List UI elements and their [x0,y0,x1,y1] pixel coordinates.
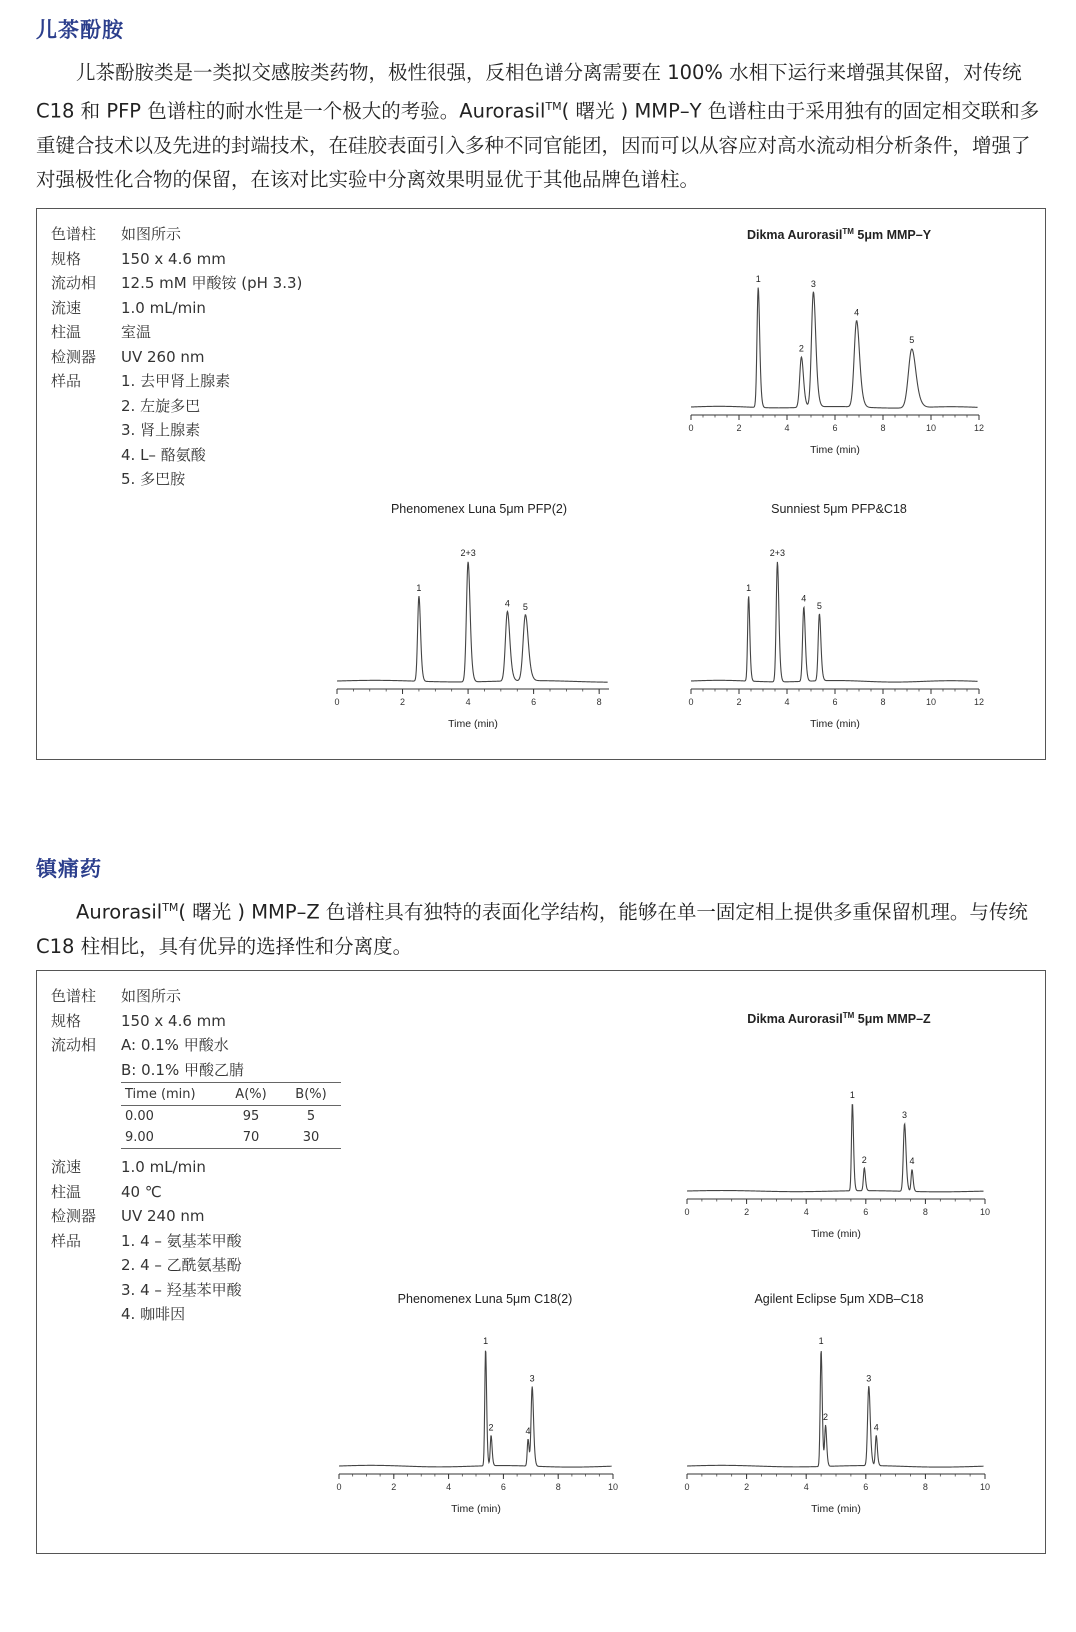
gradient-cell: 0.00 [125,1109,154,1124]
peak-label: 3 [866,1373,872,1384]
tick-label: 6 [531,697,537,707]
gradient-header: A(%) [221,1083,281,1106]
condition-label: 规格 [51,1011,82,1030]
condition-label: 色谱柱 [51,225,97,243]
peak-label: 1 [483,1336,489,1346]
condition-row [51,320,302,345]
section-paragraph-catecholamine [36,56,1046,197]
chart-title: Dikma Aurorasil™ 5μm MMP–Z [747,1011,931,1026]
chart-title: Dikma Aurorasil™ 5μm MMP–Y [746,227,932,242]
tick-label: 0 [688,423,694,433]
tick-label: 2 [400,697,406,707]
figure-box-analgesic [36,970,1046,1554]
condition-value: 2. 4 – 乙酰氨基酚 [121,1256,242,1274]
chromatogram-mmp-y [681,227,997,461]
tick-label: 6 [500,1482,506,1492]
chart-title: Phenomenex Luna 5μm PFP(2) [390,502,568,516]
chromatogram-sunniest [681,501,997,735]
peak-label: 3 [529,1373,535,1384]
tick-label: 4 [465,697,471,707]
condition-label: 样品 [51,1231,82,1250]
peak-label: 4 [873,1422,879,1433]
section-title-catecholamine: 儿茶酚胺 [36,18,124,42]
x-axis-label: Time (min) [451,1503,501,1515]
gradient-cell: 95 [242,1109,260,1124]
condition-row [51,247,302,272]
tick-label: 0 [684,1207,690,1217]
condition-value: 4. 咖啡因 [121,1305,186,1323]
peak-label: 2+3 [769,548,786,558]
tick-label: 12 [973,423,985,433]
gradient-header: B(%) [281,1083,341,1106]
condition-row [51,467,302,492]
tick-label: 10 [607,1482,619,1492]
chromatogram-trace [687,1351,984,1467]
tick-label: 8 [596,697,602,707]
paragraph-text: ( 曙光 ) MMP–Y 色谱柱由于采用独有的固定相交联和多重键合技术以及先进的封端技术，在硅胶表面引入多种不同官能团，因而可以从容应对高水流动相分析条件，增强了对强极性化合物的保留，在该对比实验中分离效果明显优于其他品牌色谱柱。 [36,99,1040,191]
tick-label: 8 [922,1207,928,1217]
condition-value: 150 x 4.6 mm [121,1011,226,1030]
tick-label: 8 [880,697,886,707]
condition-row [51,222,302,247]
condition-label: 检测器 [51,347,97,366]
condition-row [51,1058,341,1083]
tick-label: 4 [784,423,790,433]
peak-label: 2 [488,1422,494,1433]
condition-row [51,984,341,1009]
condition-row [51,443,302,468]
condition-value: 1. 去甲肾上腺素 [121,372,231,390]
tick-label: 6 [832,423,838,433]
peak-label: 1 [818,1336,824,1346]
peak-label: 2 [861,1155,867,1166]
gradient-cell: 5 [306,1109,316,1124]
condition-row [51,394,302,419]
tick-label: 2 [736,697,742,707]
paragraph-text: 儿茶酚胺类是一类拟交感胺类药物，极性很强，反相色谱分离需要在 100% 水相下运行来增强其保留，对传统 C18 和 PFP 色谱柱的耐水性是一个极大的考验。Aurorasil [36,61,1022,123]
gradient-table [121,1082,341,1149]
chromatogram-luna-c18 [333,1291,637,1525]
tick-label: 6 [832,697,838,707]
peak-label: 5 [909,335,915,346]
condition-value: 5. 多巴胺 [121,470,186,488]
chromatogram-trace [337,562,608,682]
condition-label: 流动相 [51,1036,97,1054]
tick-label: 0 [684,1482,690,1492]
tick-label: 4 [803,1482,809,1492]
chromatogram-agilent [681,1291,997,1525]
peak-label: 1 [416,582,422,593]
peak-label: 5 [522,602,528,612]
peak-label: 4 [801,593,807,604]
condition-label: 检测器 [51,1207,97,1225]
chromatogram-trace [691,562,978,682]
tick-label: 10 [979,1207,991,1217]
condition-row [51,1204,341,1229]
chromatogram-trace [691,288,978,408]
chromatogram-mmp-z [681,1011,997,1245]
condition-value: 150 x 4.6 mm [121,249,226,268]
tick-label: 4 [803,1207,809,1217]
condition-value: 1.0 mL/min [121,298,206,317]
tick-label: 2 [744,1207,750,1217]
condition-value: 如图所示 [121,987,182,1005]
chart-title: Sunniest 5μm PFP&C18 [771,502,907,516]
condition-value: 40 ℃ [121,1182,162,1201]
condition-row [51,1180,341,1205]
x-axis-label: Time (min) [448,718,498,730]
condition-value: UV 260 nm [121,347,205,366]
condition-label: 柱温 [51,1182,82,1201]
peak-label: 2+3 [460,548,476,558]
condition-value: 2. 左旋多巴 [121,396,201,415]
condition-value: 3. 4 – 羟基苯甲酸 [121,1280,242,1299]
condition-label: 规格 [51,249,82,268]
tick-label: 2 [391,1482,397,1492]
condition-label: 样品 [51,372,82,390]
condition-row [51,345,302,370]
tick-label: 2 [744,1482,750,1492]
condition-row [51,1229,341,1254]
chart-title: Phenomenex Luna 5μm C18(2) [397,1292,573,1306]
condition-row [51,1253,341,1278]
condition-label: 流速 [51,1158,82,1176]
tick-label: 6 [863,1207,869,1217]
figure-box-catecholamine [36,208,1046,760]
tick-label: 0 [688,697,694,707]
trademark-sup: TM [545,100,562,113]
peak-label: 2 [798,343,804,354]
condition-label: 流动相 [51,274,97,292]
condition-label: 柱温 [51,323,82,341]
peak-label: 3 [810,278,816,289]
condition-label: 流速 [51,298,82,317]
x-axis-label: Time (min) [811,1503,861,1515]
condition-value: A: 0.1% 甲酸水 [121,1036,229,1054]
tick-label: 8 [555,1482,561,1492]
tick-label: 2 [736,423,742,433]
condition-value: 1.0 mL/min [121,1158,206,1176]
peak-label: 4 [504,598,510,609]
peak-label: 1 [746,582,752,593]
condition-row [51,1009,341,1034]
tick-label: 10 [925,697,937,707]
tick-label: 10 [925,423,937,433]
x-axis-label: Time (min) [810,444,860,456]
tick-label: 6 [863,1482,869,1492]
gradient-header: Time (min) [121,1083,221,1106]
tick-label: 12 [973,697,985,707]
chromatogram-luna-pfp [327,501,631,735]
x-axis-label: Time (min) [810,718,860,730]
peak-label: 3 [902,1110,908,1121]
tick-label: 4 [784,697,790,707]
tick-label: 8 [922,1482,928,1492]
condition-value: 1. 4 – 氨基苯甲酸 [121,1231,242,1250]
tick-label: 4 [446,1482,452,1492]
peak-label: 4 [854,307,860,318]
condition-value: 4. L– 酪氨酸 [121,445,206,464]
x-axis-label: Time (min) [811,1228,861,1240]
peak-label: 4 [909,1156,915,1166]
condition-value: B: 0.1% 甲酸乙腈 [121,1060,244,1079]
condition-value: UV 240 nm [121,1207,205,1225]
gradient-cell: 30 [281,1127,341,1149]
paragraph-text: ( 曙光 ) MMP–Z 色谱柱具有独特的表面化学结构，能够在单一固定相上提供多重保留机理。与传统 C18 柱相比，具有优异的选择性和分离度。 [36,900,1028,958]
section-paragraph-analgesic [36,891,1046,964]
condition-row [51,418,302,443]
tick-label: 0 [334,697,340,707]
peak-label: 2 [823,1412,829,1423]
tick-label: 10 [979,1482,991,1492]
condition-row [51,1302,341,1327]
tick-label: 0 [336,1482,342,1492]
condition-row [51,271,302,296]
condition-row [51,369,302,394]
condition-row [51,1033,341,1058]
condition-row [51,296,302,321]
peak-label: 4 [525,1426,531,1437]
paragraph-text: Aurorasil [76,900,163,924]
peak-label: 1 [755,274,761,284]
condition-row [51,1155,341,1180]
gradient-cell: 9.00 [121,1127,221,1149]
peak-label: 1 [849,1090,855,1100]
gradient-cell: 70 [221,1127,281,1149]
peak-label: 5 [816,600,822,611]
condition-value: 12.5 mM 甲酸铵 (pH 3.3) [121,274,303,292]
condition-value: 3. 肾上腺素 [121,421,201,439]
conditions-list [51,222,302,492]
conditions-list [51,984,341,1327]
condition-value: 如图所示 [121,225,182,243]
condition-row [51,1278,341,1303]
condition-value: 室温 [121,323,152,341]
trademark-sup: TM [162,901,179,914]
condition-label: 色谱柱 [51,987,97,1005]
section-title-analgesic: 镇痛药 [36,857,102,881]
chromatogram-trace [687,1105,984,1192]
chart-title: Agilent Eclipse 5μm XDB–C18 [754,1292,924,1306]
tick-label: 8 [880,423,886,433]
chromatogram-trace [339,1351,612,1467]
